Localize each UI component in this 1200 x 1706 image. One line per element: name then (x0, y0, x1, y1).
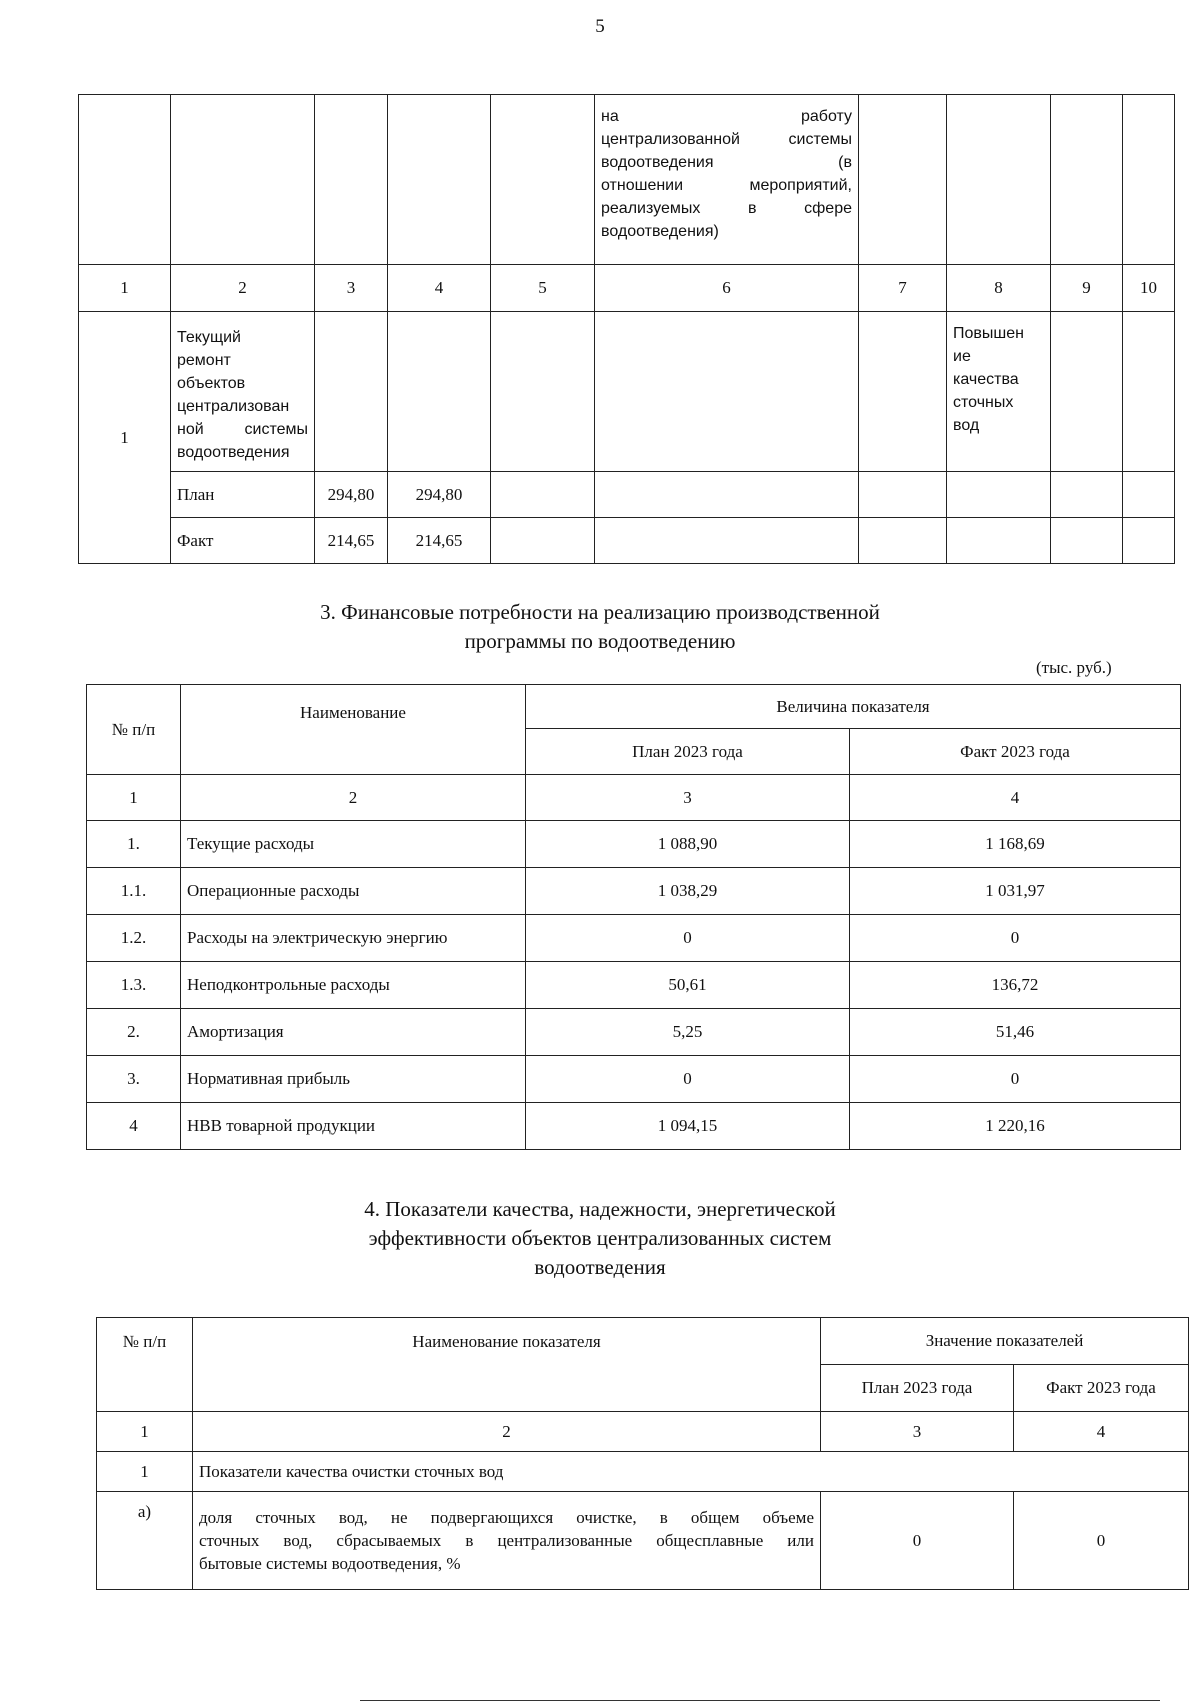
header-line: на работу (601, 108, 852, 125)
cell-empty (859, 472, 947, 518)
cell-empty (388, 312, 491, 472)
row-num: 1.1. (87, 868, 181, 915)
row-fact: 136,72 (850, 962, 1181, 1009)
effect-line: сточных (953, 394, 1014, 411)
item-name-line: ремонт (177, 352, 231, 369)
row-num: 1.2. (87, 915, 181, 962)
item-name-line: водоотведения (177, 444, 290, 461)
item-name-line: Текущий (177, 329, 241, 346)
row-plan: 50,61 (526, 962, 850, 1009)
financial-table (86, 684, 1181, 1150)
row-num: 1.3. (87, 962, 181, 1009)
section-4-title-line: эффективности объектов централизованных систем (368, 1226, 832, 1250)
section-3-title (0, 598, 1200, 656)
section-3-title-line: 3. Финансовые потребности на реализацию производственной (320, 600, 880, 624)
cell-empty (1123, 95, 1175, 265)
row-plan: 0 (821, 1492, 1014, 1590)
cell-empty (1051, 95, 1123, 265)
row-number: 1 (79, 312, 171, 564)
cell-empty (491, 472, 595, 518)
row-plan: 0 (526, 1056, 850, 1103)
col-number: 3 (821, 1412, 1014, 1452)
fact-header: Факт 2023 года (850, 729, 1181, 775)
row-plan: 1 094,15 (526, 1103, 850, 1150)
row-name-line: бытовые системы водоотведения, % (199, 1554, 461, 1573)
col-number: 10 (1123, 265, 1175, 312)
col-number: 2 (193, 1412, 821, 1452)
group-name: Показатели качества очистки сточных вод (193, 1452, 1189, 1492)
col-number: 3 (315, 265, 388, 312)
section-4-title-line: водоотведения (534, 1255, 666, 1279)
item-name-line: объектов (177, 375, 246, 392)
row-name-line: сточных вод, сбрасываемых в централизованные общесплавные или (199, 1531, 814, 1550)
col-number: 1 (87, 775, 181, 821)
row-name-line: доля сточных вод, не подвергающихся очистке, в общем объеме (199, 1508, 814, 1527)
cell-empty (315, 95, 388, 265)
group-num: 1 (97, 1452, 193, 1492)
row-name: Операционные расходы (181, 868, 526, 915)
cell-empty (1051, 472, 1123, 518)
cell-empty (595, 312, 859, 472)
header-line: отношении мероприятий, (601, 177, 852, 194)
col-number: 2 (171, 265, 315, 312)
item-name (171, 312, 315, 472)
bottom-divider (360, 1700, 1160, 1701)
quality-indicators-table (96, 1317, 1189, 1590)
cell-empty (859, 518, 947, 564)
section-3-title-line: программы по водоотведению (464, 629, 736, 653)
col-number: 6 (595, 265, 859, 312)
col-number: 3 (526, 775, 850, 821)
col-number: 7 (859, 265, 947, 312)
cell-empty (315, 312, 388, 472)
fact-value: 214,65 (388, 518, 491, 564)
row-name: Текущие расходы (181, 821, 526, 868)
row-name: Неподконтрольные расходы (181, 962, 526, 1009)
header-line: водоотведения) (601, 223, 719, 240)
table-row (97, 1492, 1189, 1590)
unit-label: (тыс. руб.) (1036, 658, 1112, 677)
row-num: а) (97, 1492, 193, 1590)
name-header: Наименование (181, 685, 526, 775)
plan-value: 294,80 (388, 472, 491, 518)
cell-empty (859, 95, 947, 265)
row-fact: 1 031,97 (850, 868, 1181, 915)
cell-empty (595, 518, 859, 564)
column-6-header-text (595, 95, 859, 265)
row-name: Расходы на электрическую энергию (181, 915, 526, 962)
cell-empty (859, 312, 947, 472)
section-4-title-line: 4. Показатели качества, надежности, энергетической (364, 1197, 836, 1221)
plan-value: 294,80 (315, 472, 388, 518)
table-row (87, 868, 1181, 915)
cell-empty (1123, 472, 1175, 518)
header-line: реализуемых в сфере (601, 200, 852, 217)
fact-header: Факт 2023 года (1014, 1365, 1189, 1412)
cell-empty (1123, 312, 1175, 472)
row-fact: 0 (1014, 1492, 1189, 1590)
plan-header: План 2023 года (821, 1365, 1014, 1412)
effect-line: ие (953, 348, 971, 365)
row-plan: 1 038,29 (526, 868, 850, 915)
num-header: № п/п (87, 685, 181, 775)
col-number: 8 (947, 265, 1051, 312)
table-row (87, 821, 1181, 868)
row-num: 2. (87, 1009, 181, 1056)
table-row (87, 1103, 1181, 1150)
row-num: 1. (87, 821, 181, 868)
row-num: 3. (87, 1056, 181, 1103)
row-name: НВВ товарной продукции (181, 1103, 526, 1150)
table-row (97, 1452, 1189, 1492)
col-number: 4 (388, 265, 491, 312)
row-fact: 1 220,16 (850, 1103, 1181, 1150)
cell-empty (171, 95, 315, 265)
measures-table (78, 94, 1175, 564)
col-number: 4 (850, 775, 1181, 821)
section-4-title (0, 1195, 1200, 1282)
row-fact: 1 168,69 (850, 821, 1181, 868)
table-row (87, 962, 1181, 1009)
cell-empty (491, 312, 595, 472)
effect-line: вод (953, 417, 980, 434)
item-name-line: централизован (177, 398, 290, 415)
cell-empty (79, 95, 171, 265)
row-plan: 0 (526, 915, 850, 962)
effect-line: Повышен (953, 325, 1024, 342)
value-header: Значение показателей (821, 1318, 1189, 1365)
fact-label: Факт (171, 518, 315, 564)
effect-line: качества (953, 371, 1019, 388)
col-number: 1 (79, 265, 171, 312)
row-fact: 0 (850, 1056, 1181, 1103)
cell-empty (595, 472, 859, 518)
row-name: Амортизация (181, 1009, 526, 1056)
row-fact: 51,46 (850, 1009, 1181, 1056)
header-line: водоотведения (в (601, 154, 852, 171)
plan-label: План (171, 472, 315, 518)
row-fact: 0 (850, 915, 1181, 962)
cell-empty (947, 518, 1051, 564)
row-name (193, 1492, 821, 1590)
col-number: 2 (181, 775, 526, 821)
row-plan: 1 088,90 (526, 821, 850, 868)
table-row (87, 915, 1181, 962)
num-header: № п/п (97, 1318, 193, 1412)
item-name-line: ной системы (177, 421, 308, 438)
table-row (87, 1056, 1181, 1103)
row-plan: 5,25 (526, 1009, 850, 1056)
col-number: 4 (1014, 1412, 1189, 1452)
cell-empty (491, 95, 595, 265)
cell-empty (1051, 518, 1123, 564)
expected-effect (947, 312, 1051, 472)
cell-empty (491, 518, 595, 564)
page-number: 5 (595, 16, 605, 37)
value-header: Величина показателя (526, 685, 1181, 729)
header-line: централизованной системы (601, 131, 852, 148)
plan-header: План 2023 года (526, 729, 850, 775)
name-header: Наименование показателя (193, 1318, 821, 1412)
cell-empty (947, 472, 1051, 518)
col-number: 9 (1051, 265, 1123, 312)
table-row (87, 1009, 1181, 1056)
cell-empty (1051, 312, 1123, 472)
cell-empty (388, 95, 491, 265)
row-num: 4 (87, 1103, 181, 1150)
cell-empty (947, 95, 1051, 265)
col-number: 5 (491, 265, 595, 312)
fact-value: 214,65 (315, 518, 388, 564)
col-number: 1 (97, 1412, 193, 1452)
row-name: Нормативная прибыль (181, 1056, 526, 1103)
cell-empty (1123, 518, 1175, 564)
